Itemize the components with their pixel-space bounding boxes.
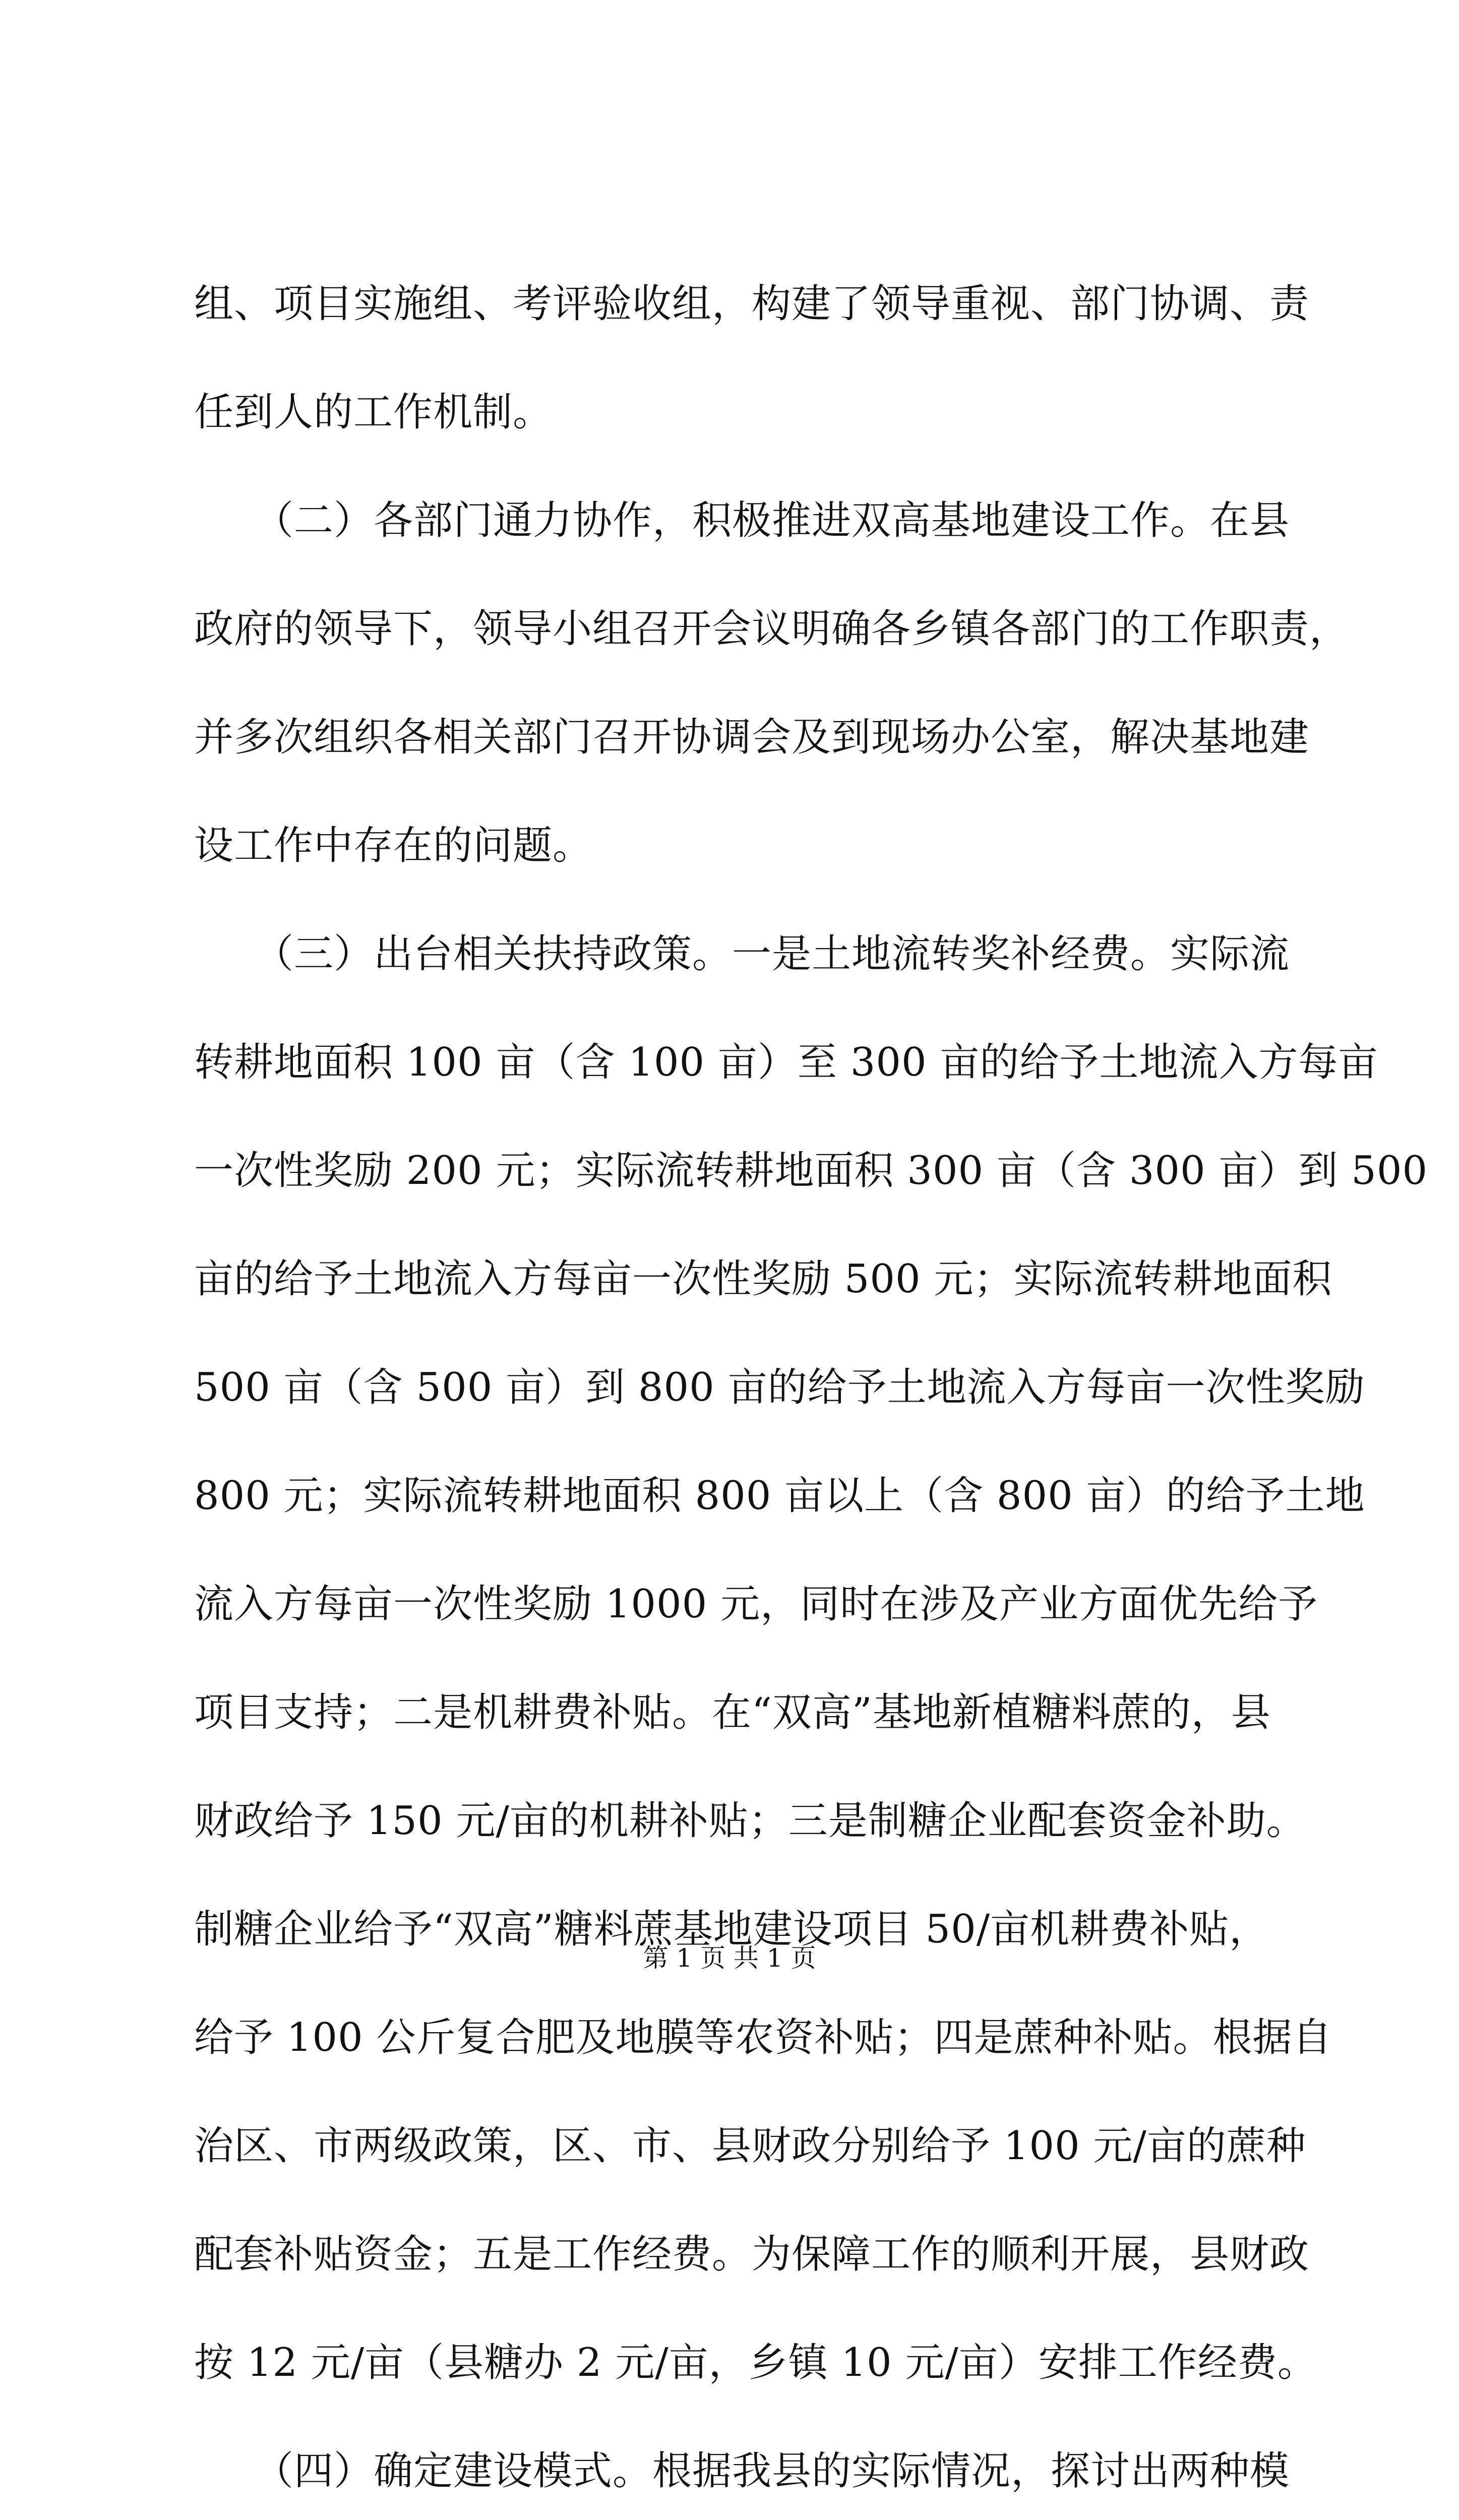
text-line: （三）出台相关扶持政策。一是土地流转奖补经费。实际流 [194,931,1290,977]
text-line: 配套补贴资金；五是工作经费。为保障工作的顺利开展，县财政 [194,2232,1310,2277]
body-text [194,266,1428,2520]
text-line: 设工作中存在的问题。 [194,823,593,868]
text-line: （二）各部门通力协作，积极推进双高基地建设工作。在县 [194,498,1290,543]
text-line: 治区、市两级政策，区、市、县财政分别给予 100 元/亩的蔗种 [194,2123,1306,2169]
text-line: （四）确定建设模式。根据我县的实际情况，探讨出两种模 [194,2448,1290,2494]
text-line: 项目支持；二是机耕费补贴。在“双高”基地新植糖料蔗的，县 [194,1690,1271,1735]
text-line: 按 12 元/亩（县糖办 2 元/亩，乡镇 10 元/亩）安排工作经费。 [194,2340,1317,2385]
text-line: 一次性奖励 200 元；实际流转耕地面积 300 亩（含 300 亩）到 500 [194,1148,1428,1193]
text-line: 500 亩（含 500 亩）到 800 亩的给予土地流入方每亩一次性奖励 [194,1365,1365,1410]
page-footer: 第 1 页 共 1 页 [643,1943,816,1973]
text-line: 流入方每亩一次性奖励 1000 元，同时在涉及产业方面优先给予 [194,1582,1318,1627]
text-line: 财政给予 150 元/亩的机耕补贴；三是制糖企业配套资金补助。 [194,1798,1306,1844]
text-line: 转耕地面积 100 亩（含 100 亩）至 300 亩的给予土地流入方每亩 [194,1040,1378,1085]
text-line: 制糖企业给予“双高”糖料蔗基地建设项目 50/亩机耕费补贴， [194,1907,1269,1952]
text-line: 给予 100 公斤复合肥及地膜等农资补贴；四是蔗种补贴。根据自 [194,2015,1332,2060]
text-line: 800 元；实际流转耕地面积 800 亩以上（含 800 亩）的给予土地 [194,1473,1365,1519]
text-line: 政府的领导下，领导小组召开会议明确各乡镇各部门的工作职责， [194,606,1350,652]
text-line: 并多次组织各相关部门召开协调会及到现场办公室，解决基地建 [194,715,1310,760]
text-line: 亩的给予土地流入方每亩一次性奖励 500 元；实际流转耕地面积 [194,1256,1332,1302]
text-line: 任到人的工作机制。 [194,390,553,435]
text-line: 组、项目实施组、考评验收组，构建了领导重视、部门协调、责 [194,281,1310,327]
